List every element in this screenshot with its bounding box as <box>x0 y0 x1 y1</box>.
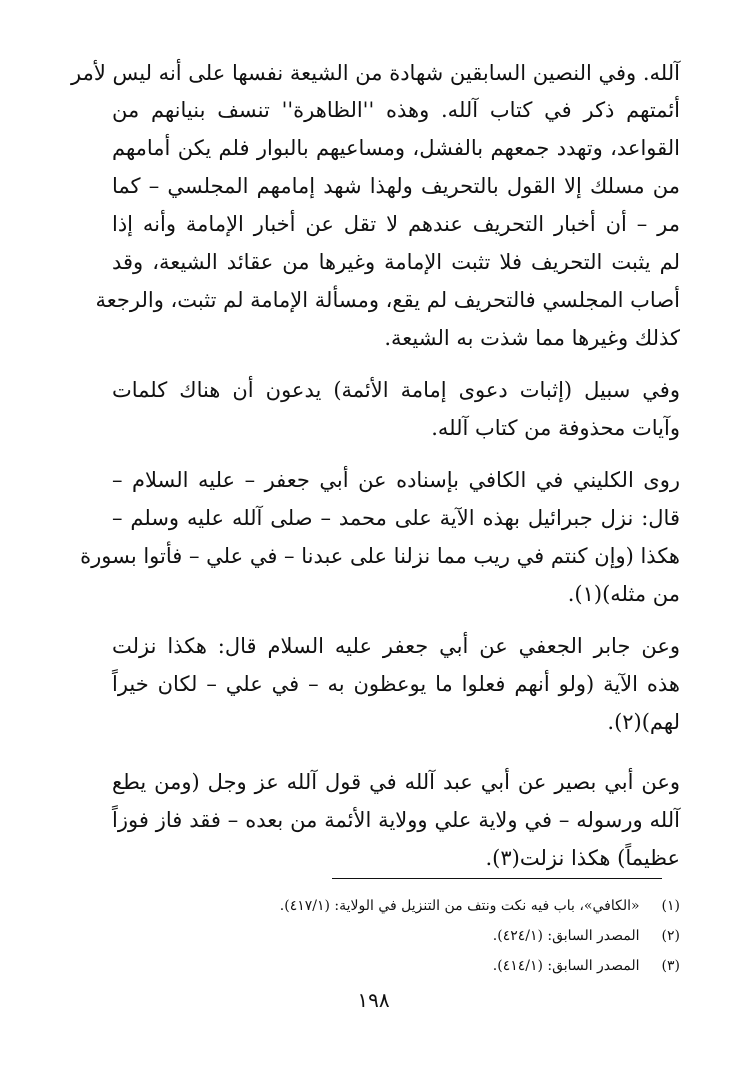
footnote-separator <box>332 878 662 879</box>
page-number: ١٩٨ <box>357 988 390 1012</box>
body-line: لم يثبت التحريف فلا تثبت الإمامة وغيرها من عقائد الشيعة، وقد <box>112 250 680 274</box>
footnote-number: (٣) <box>661 958 680 974</box>
footnote-text: المصدر السابق: (٤١٤/١). <box>492 958 640 974</box>
footnote <box>112 925 680 947</box>
body-line: كذلك وغيرها مما شذت به الشيعة. <box>384 326 680 350</box>
body-line: وعن أبي بصير عن أبي عبد آلله في قول آلله عز وجل (ومن يطع <box>112 770 680 794</box>
body-line: وآيات محذوفة من كتاب آلله. <box>431 416 680 440</box>
footnote-text: المصدر السابق: (٤٢٤/١). <box>492 928 640 944</box>
body-line: آلله. وفي النصين السابقين شهادة من الشيعة نفسها على أنه ليس لأمر <box>71 61 680 85</box>
footnote-number: (١) <box>661 898 680 914</box>
footnote <box>112 955 680 977</box>
body-line: وعن جابر الجعفي عن أبي جعفر عليه السلام قال: هكذا نزلت <box>112 634 680 658</box>
footnote-number: (٢) <box>661 928 680 944</box>
body-line: هكذا (وإن كنتم في ريب مما نزلنا على عبدنا – في علي – فأتوا بسورة <box>80 544 680 568</box>
body-line: وفي سبيل (إثبات دعوى إمامة الأئمة) يدعون أن هناك كلمات <box>112 378 680 402</box>
body-line: القواعد، وتهدد جمعهم بالفشل، ومساعيهم بالبوار فلم يكن أمامهم <box>112 136 680 160</box>
body-line: لهم)(٢). <box>607 710 680 734</box>
body-line: أئمتهم ذكر في كتاب آلله. وهذه ''الظاهرة'' تنسف بنيانهم من <box>112 98 680 122</box>
body-line: عظيماً) هكذا نزلت(٣). <box>485 846 680 870</box>
body-line: آلله ورسوله – في ولاية علي وولاية الأئمة من بعده – فقد فاز فوزاً <box>112 808 680 832</box>
body-line: مر – أن أخبار التحريف عندهم لا تقل عن أخبار الإمامة وأنه إذا <box>112 212 680 236</box>
body-line: أصاب المجلسي فالتحريف لم يقع، ومسألة الإمامة لم تثبت، والرجعة <box>95 288 680 312</box>
footnote <box>112 895 680 917</box>
body-line: روى الكليني في الكافي بإسناده عن أبي جعفر – عليه السلام – <box>112 468 680 492</box>
body-line: قال: نزل جبرائيل بهذه الآية على محمد – صلى آلله عليه وسلم – <box>112 506 680 530</box>
body-line: هذه الآية (ولو أنهم فعلوا ما يوعظون به – في علي – لكان خيراً <box>112 672 680 696</box>
footnote-text: «الكافي»، باب فيه نكت ونتف من التنزيل في الولاية: (٤١٧/١). <box>279 898 640 914</box>
body-line: من مسلك إلا القول بالتحريف ولهذا شهد إمامهم المجلسي – كما <box>112 174 680 198</box>
body-line: من مثله)(١). <box>567 582 680 606</box>
